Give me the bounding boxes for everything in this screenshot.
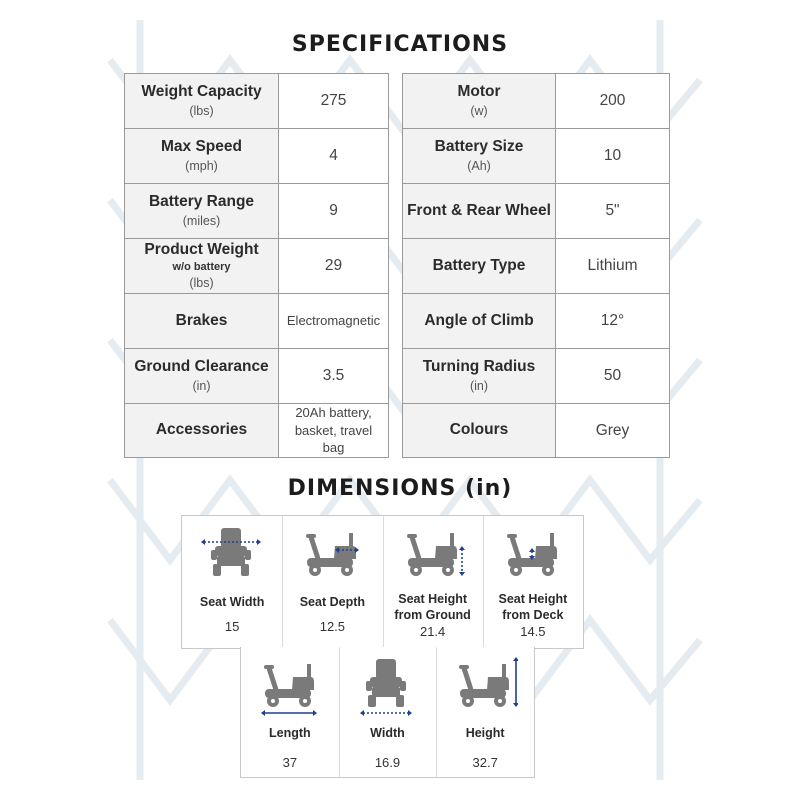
dimension-cell xyxy=(282,516,383,648)
dimension-label: Width xyxy=(370,726,405,740)
specifications-table-left xyxy=(124,73,389,458)
spec-row xyxy=(403,184,670,239)
spec-label: Ground Clearance xyxy=(134,358,269,376)
spec-value: 10 xyxy=(556,129,670,184)
scooter-front-width-icon xyxy=(199,524,265,586)
spec-label-cell xyxy=(403,74,556,129)
spec-label-cell xyxy=(125,404,279,458)
spec-label-cell xyxy=(125,74,279,129)
spec-label-cell xyxy=(403,239,556,294)
spec-value: 20Ah battery, basket, travel bag xyxy=(279,404,389,458)
spec-label: Max Speed xyxy=(161,138,242,156)
spec-unit: (lbs) xyxy=(189,103,214,118)
spec-row xyxy=(125,404,389,458)
spec-value: Electromagnetic xyxy=(279,294,389,349)
dimension-value: 12.5 xyxy=(319,619,346,634)
spec-label-cell xyxy=(403,294,556,349)
spec-label: Weight Capacity xyxy=(141,83,262,101)
spec-value: 3.5 xyxy=(279,349,389,404)
dimensions-row-1 xyxy=(181,515,584,649)
spec-row xyxy=(403,239,670,294)
dimension-cell xyxy=(182,516,283,648)
spec-row xyxy=(403,74,670,129)
spec-label: Colours xyxy=(449,421,509,439)
spec-unit: (mph) xyxy=(185,158,218,173)
dimension-label: Height xyxy=(465,726,505,740)
dimension-cell xyxy=(339,647,438,777)
spec-label-cell xyxy=(403,349,556,404)
dimension-value: 32.7 xyxy=(472,755,498,770)
spec-value: 200 xyxy=(556,74,670,129)
spec-label-cell xyxy=(403,129,556,184)
spec-value: 4 xyxy=(279,129,389,184)
spec-unit: (Ah) xyxy=(467,158,491,173)
specifications-table-right xyxy=(402,73,670,458)
spec-label-cell xyxy=(403,404,556,458)
spec-unit: (miles) xyxy=(182,213,221,228)
spec-label: Accessories xyxy=(155,421,248,439)
spec-label-cell xyxy=(403,184,556,239)
spec-label: Turning Radius xyxy=(422,358,536,376)
spec-value: 50 xyxy=(556,349,670,404)
spec-value: 29 xyxy=(279,239,389,294)
dimensions-row-2 xyxy=(240,647,535,778)
spec-label-cell xyxy=(125,349,279,404)
spec-value: Lithium xyxy=(556,239,670,294)
spec-unit: (in) xyxy=(192,378,211,393)
dimension-label: Seat Height from Ground xyxy=(394,592,471,623)
dimensions-title: DIMENSIONS (in) xyxy=(287,476,513,501)
spec-row xyxy=(125,294,389,349)
spec-label-cell xyxy=(125,239,279,294)
spec-value: 5" xyxy=(556,184,670,239)
spec-label: Battery Size xyxy=(434,138,524,156)
dimension-value: 14.5 xyxy=(520,624,546,639)
scooter-height-icon xyxy=(452,655,518,717)
spec-label: Motor xyxy=(457,83,501,101)
spec-value: 9 xyxy=(279,184,389,239)
spec-value: 275 xyxy=(279,74,389,129)
scooter-width-icon xyxy=(354,655,420,717)
dimension-label: Seat Height from Deck xyxy=(498,592,568,623)
spec-value: 12° xyxy=(556,294,670,349)
dimension-value: 16.9 xyxy=(374,755,401,770)
spec-label: Product Weight xyxy=(144,241,259,259)
spec-unit: (w) xyxy=(470,103,488,118)
dimension-label: Seat Depth xyxy=(299,595,366,609)
spec-row xyxy=(125,129,389,184)
dimension-label: Length xyxy=(268,726,311,740)
scooter-seat-height-deck-icon xyxy=(500,524,566,586)
spec-label-cell xyxy=(125,184,279,239)
spec-value: Grey xyxy=(556,404,670,458)
scooter-seat-height-ground-icon xyxy=(400,524,466,586)
spec-row xyxy=(125,349,389,404)
dimension-value: 37 xyxy=(282,755,298,770)
spec-subunit: w/o battery xyxy=(172,260,231,273)
dimension-cell xyxy=(383,516,484,648)
spec-label-cell xyxy=(125,129,279,184)
dimension-cell xyxy=(483,516,583,648)
spec-row xyxy=(125,74,389,129)
spec-label: Battery Type xyxy=(432,256,526,274)
spec-label-cell xyxy=(125,294,279,349)
spec-unit: (lbs) xyxy=(189,275,214,290)
spec-label: Brakes xyxy=(175,311,228,329)
spec-label: Angle of Climb xyxy=(424,311,534,329)
dimension-label: Seat Width xyxy=(199,595,265,609)
spec-unit: (in) xyxy=(469,378,489,393)
spec-label: Front & Rear Wheel xyxy=(407,201,551,219)
dimension-cell xyxy=(241,647,340,777)
spec-row xyxy=(403,349,670,404)
dimension-value: 15 xyxy=(224,619,240,634)
specifications-title: SPECIFICATIONS xyxy=(291,32,509,57)
spec-row xyxy=(403,294,670,349)
spec-row xyxy=(403,129,670,184)
spec-row xyxy=(125,239,389,294)
dimension-value: 21.4 xyxy=(419,624,446,639)
spec-label: Battery Range xyxy=(148,193,255,211)
scooter-seat-depth-icon xyxy=(299,524,365,586)
dimension-cell xyxy=(436,647,534,777)
spec-row xyxy=(125,184,389,239)
spec-row xyxy=(403,404,670,458)
scooter-length-icon xyxy=(257,655,323,717)
